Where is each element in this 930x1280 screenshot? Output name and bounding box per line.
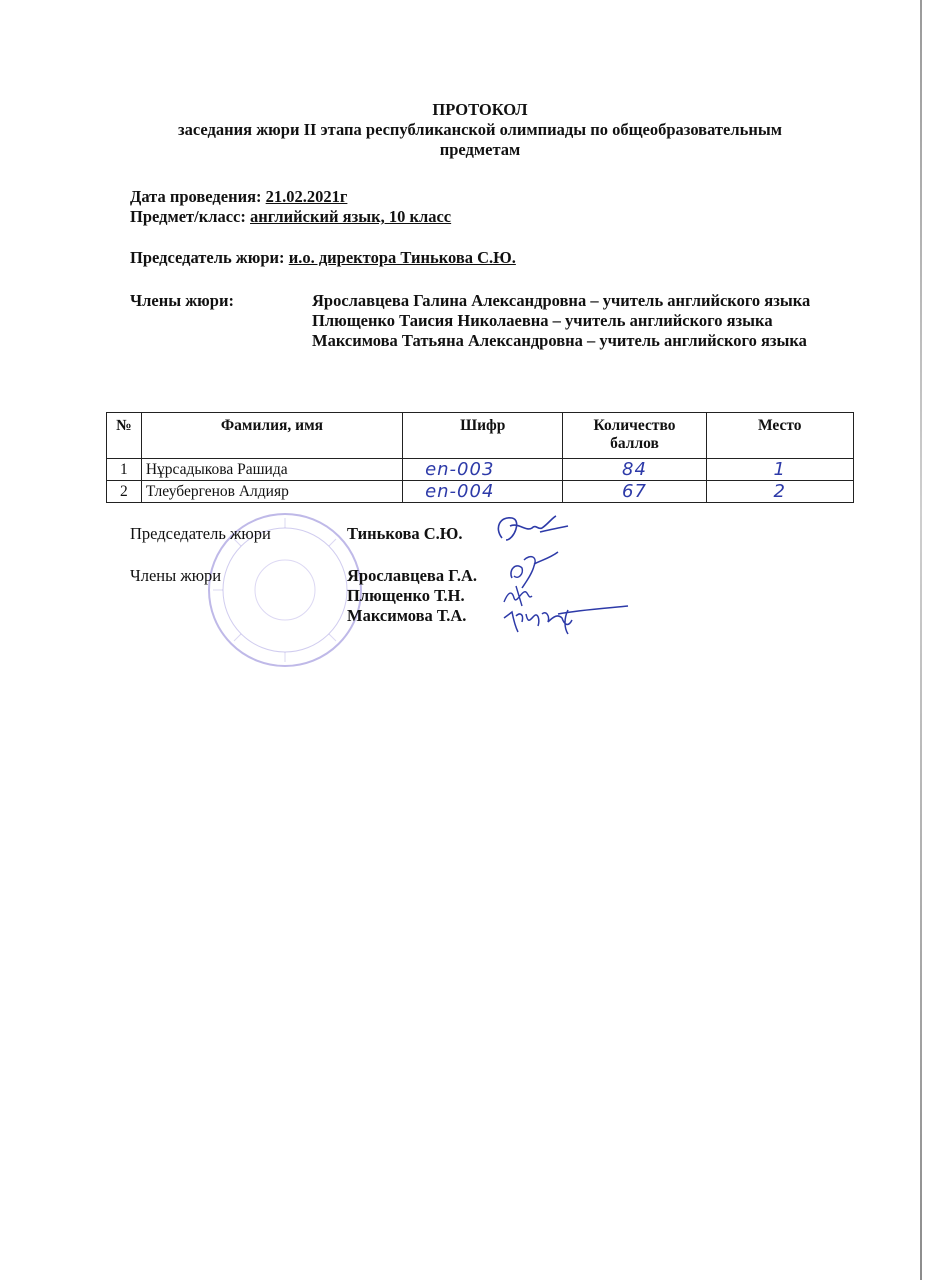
row-name: Тлеубергенов Алдияр bbox=[141, 481, 402, 503]
jury-member: Ярославцева Галина Александровна – учитель английского языка bbox=[312, 291, 811, 310]
chair-label: Председатель жюри: bbox=[130, 248, 289, 267]
document-title-block bbox=[120, 100, 840, 160]
signature-chair-name: Тинькова С.Ю. bbox=[347, 524, 463, 543]
row-place: 1 bbox=[706, 459, 853, 481]
table-row bbox=[107, 481, 854, 503]
document-subtitle-line-2: предметам bbox=[439, 140, 521, 159]
row-code: en-004 bbox=[403, 481, 563, 503]
signature-members-label: Члены жюри bbox=[130, 566, 222, 585]
row-score: 67 bbox=[563, 481, 706, 503]
date-row bbox=[130, 187, 347, 207]
page-edge bbox=[920, 0, 922, 1280]
chair-value: и.о. директора Тинькова С.Ю. bbox=[288, 248, 516, 267]
row-place: 2 bbox=[706, 481, 853, 503]
signature-member-name: Плющенко Т.Н. bbox=[347, 586, 465, 605]
subject-label: Предмет/класс: bbox=[130, 207, 250, 226]
jury-label: Члены жюри: bbox=[130, 291, 234, 310]
document-subtitle-line-1: заседания жюри II этапа республиканской олимпиады по общеобразовательным bbox=[178, 120, 782, 139]
results-table bbox=[106, 412, 854, 503]
table-header-row bbox=[107, 413, 854, 459]
signature-member-name: Ярославцева Г.А. bbox=[347, 566, 478, 585]
header-name: Фамилия, имя bbox=[141, 413, 402, 459]
member-signature-3 bbox=[498, 602, 633, 636]
jury-member: Плющенко Таисия Николаевна – учитель английского языка bbox=[312, 311, 773, 330]
document-title: ПРОТОКОЛ bbox=[432, 100, 528, 119]
chair-signature bbox=[492, 510, 572, 550]
signature-member-name: Максимова Т.А. bbox=[347, 606, 467, 625]
row-score: 84 bbox=[563, 459, 706, 481]
subject-value: английский язык, 10 класс bbox=[250, 207, 452, 226]
row-number: 2 bbox=[107, 481, 142, 503]
header-place: Место bbox=[706, 413, 853, 459]
header-code: Шифр bbox=[403, 413, 563, 459]
row-code: en-003 bbox=[403, 459, 563, 481]
jury-member-list bbox=[312, 291, 838, 351]
chair-row bbox=[130, 248, 516, 268]
date-value: 21.02.2021г bbox=[265, 187, 348, 206]
subject-row bbox=[130, 207, 451, 227]
row-name: Нұрсадыкова Рашида bbox=[141, 459, 402, 481]
jury-member: Максимова Татьяна Александровна – учитель английского языка bbox=[312, 331, 807, 350]
header-score: Количество баллов bbox=[563, 413, 706, 459]
row-number: 1 bbox=[107, 459, 142, 481]
signature-chair-label: Председатель жюри bbox=[130, 524, 271, 543]
date-label: Дата проведения: bbox=[130, 187, 266, 206]
header-number: № bbox=[107, 413, 142, 459]
table-row bbox=[107, 459, 854, 481]
